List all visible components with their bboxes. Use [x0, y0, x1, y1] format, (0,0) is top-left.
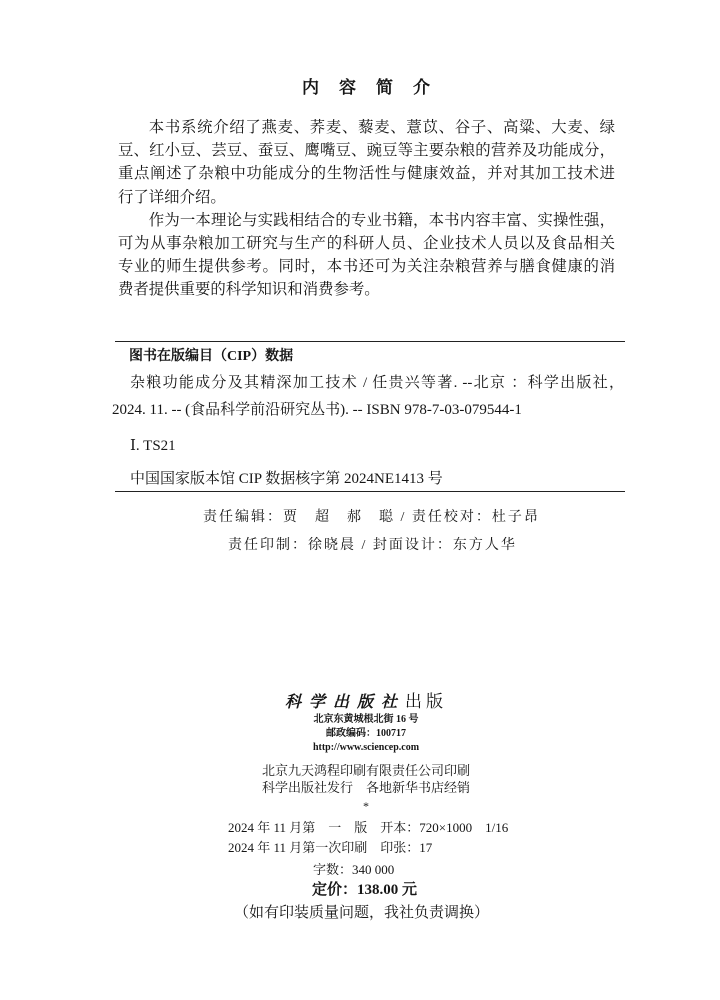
summary-line: 豆、红小豆、芸豆、蚕豆、鹰嘴豆、豌豆等主要杂粮的营养及功能成分， — [118, 142, 615, 160]
publisher-name: 科学出版社 — [285, 694, 406, 711]
summary-line: 重点阐述了杂粮中功能成分的生物活性与健康效益，并对其加工技术进 — [118, 165, 615, 183]
cip-bottom-rule — [115, 491, 625, 492]
distribution-line: 科学出版社发行 各地新华书店经销 — [261, 780, 470, 795]
summary-line: 可为从事杂粮加工研究与生产的科研人员、企业技术人员以及食品相关 — [118, 235, 615, 253]
edition-line: 2024 年 11 月第 一 版 开本：720×1000 1/16 — [228, 820, 509, 835]
price-line: 定价：138.00 元 — [312, 882, 418, 898]
summary-title: 内容简介 — [302, 78, 450, 97]
publisher-suffix: 出版 — [405, 692, 448, 711]
production-credit: 责任印制：徐晓晨 / 封面设计：东方人华 — [228, 538, 517, 553]
cip-record — [112, 370, 624, 424]
summary-line: 本书系统介绍了燕麦、荞麦、藜麦、薏苡、谷子、高粱、大麦、绿 — [148, 119, 615, 136]
summary-body — [118, 116, 615, 302]
cip-heading: 图书在版编目（CIP）数据 — [129, 349, 294, 364]
quality-notice: （如有印装质量问题，我社负责调换） — [234, 905, 490, 921]
cip-record-number: 中国国家版本馆 CIP 数据核字第 2024NE1413 号 — [130, 471, 443, 487]
word-count-line: 字数：340 000 — [313, 862, 395, 877]
cip-classification: Ⅰ. TS21 — [130, 438, 176, 454]
printer-line: 北京九天鸿程印刷有限责任公司印刷 — [261, 763, 470, 778]
cip-record-line: 杂粮功能成分及其精深加工技术 / 任贵兴等著. --北京 ：科学出版社， — [130, 375, 624, 391]
summary-line: 费者提供重要的科学知识和消费参考。 — [118, 281, 380, 299]
separator-asterisk: * — [363, 799, 369, 813]
publisher-line — [285, 690, 447, 715]
editors-credit: 责任编辑：贾 超 郝 聪 / 责任校对：杜子昂 — [203, 510, 540, 525]
printing-line: 2024 年 11 月第一次印刷 印张：17 — [228, 840, 433, 855]
cip-record-line: 2024. 11. -- (食品科学前沿研究丛书). -- ISBN 978-7-03-079544-1 — [112, 402, 522, 418]
publisher-address: 北京东黄城根北街 16 号 — [313, 714, 419, 725]
cip-top-rule — [115, 341, 625, 342]
summary-line: 专业的师生提供参考。同时，本书还可为关注杂粮营养与膳食健康的消 — [118, 258, 615, 276]
summary-paragraph-2 — [118, 209, 615, 302]
summary-paragraph-1 — [118, 116, 615, 209]
publisher-postcode: 邮政编码：100717 — [326, 728, 406, 739]
summary-line: 作为一本理论与实践相结合的专业书籍，本书内容丰富、实操性强， — [148, 211, 615, 229]
summary-line: 行了详细介绍。 — [118, 188, 226, 206]
publisher-website: http://www.sciencep.com — [312, 742, 420, 753]
